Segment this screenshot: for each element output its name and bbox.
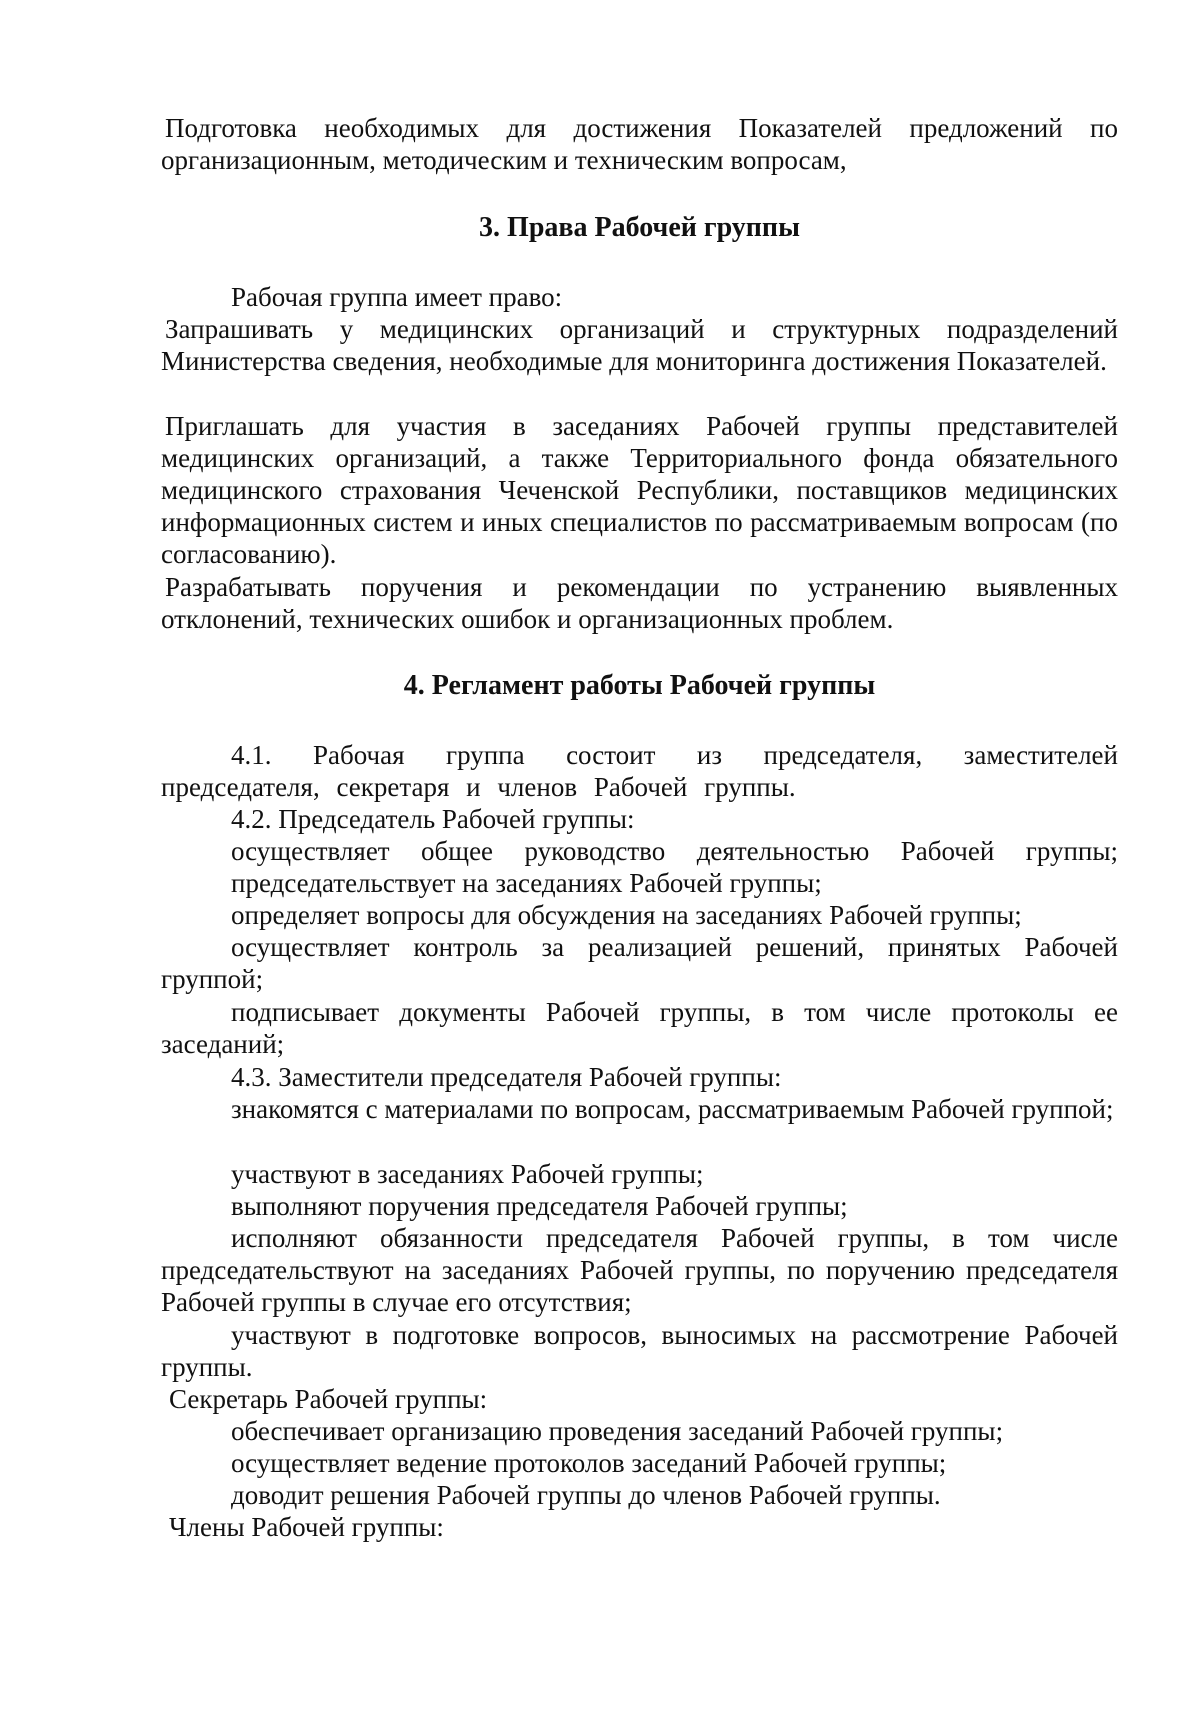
section-3-item-3: Разрабатывать поручения и рекомендации по устранению выявленных отклонений, технических ошибок и организационных проблем. (161, 572, 1118, 634)
secretary-lead: Секретарь Рабочей группы: (169, 1384, 488, 1414)
deputy-duty-1: знакомятся с материалами по вопросам, рассматриваемым Рабочей группой; (231, 1094, 1114, 1124)
chair-duty-4: подписывает документы Рабочей группы, в том числе протоколы ее заседаний; (161, 997, 1118, 1059)
section-4-title: 4. Регламент работы Рабочей группы (403, 670, 876, 701)
secretary-duty-2: осуществляет ведение протоколов заседаний Рабочей группы; (231, 1448, 947, 1478)
secretary-duty-3: доводит решения Рабочей группы до членов Рабочей группы. (231, 1480, 941, 1510)
deputy-duty-3: выполняют поручения председателя Рабочей группы; (231, 1191, 848, 1221)
section-3-lead: Рабочая группа имеет право: (231, 282, 563, 312)
chair-duty-3: осуществляет контроль за реализацией решений, принятых Рабочей группой; (161, 932, 1118, 994)
paragraph-4-2-lead: 4.2. Председатель Рабочей группы: (231, 804, 635, 834)
section-3-item-1: Запрашивать у медицинских организаций и структурных подразделений Министерства сведения, необходимые для мониторинга достижения Показателей. (161, 314, 1118, 376)
section-3-title: 3. Права Рабочей группы (479, 212, 800, 243)
chair-duty-1: осуществляет общее руководство деятельностью Рабочей группы; председательствует на заседаниях Рабочей группы; (231, 836, 1118, 898)
intro-paragraph: Подготовка необходимых для достижения Показателей предложений по организационным, методическим и техническим вопросам, (161, 113, 1118, 175)
section-3-item-2: Приглашать для участия в заседаниях Рабочей группы представителей медицинских организаций, а также Территориального фонда обязательного медицинского страхования Чеченской Республики, поставщиков медицинских информационных систем и иных специалистов по рассматриваемым вопросам (по согласованию). (161, 411, 1118, 569)
paragraph-4-3-lead: 4.3. Заместители председателя Рабочей группы: (231, 1062, 782, 1092)
deputy-duty-4: исполняют обязанности председателя Рабочей группы, в том числе председательствуют на заседаниях Рабочей группы, по поручению председателя Рабочей группы в случае его отсутствия; (161, 1223, 1118, 1317)
deputy-duty-2: участвуют в заседаниях Рабочей группы; (231, 1159, 704, 1189)
secretary-duty-1: обеспечивает организацию проведения заседаний Рабочей группы; (231, 1416, 1004, 1446)
chair-duty-2: определяет вопросы для обсуждения на заседаниях Рабочей группы; (231, 900, 1022, 930)
paragraph-4-1: 4.1. Рабочая группа состоит из председателя, заместителей председателя, секретаря и членов Рабочей группы. (161, 740, 1118, 802)
members-lead: Члены Рабочей группы: (169, 1512, 444, 1542)
deputy-duty-5: участвуют в подготовке вопросов, выносимых на рассмотрение Рабочей группы. (161, 1320, 1118, 1382)
